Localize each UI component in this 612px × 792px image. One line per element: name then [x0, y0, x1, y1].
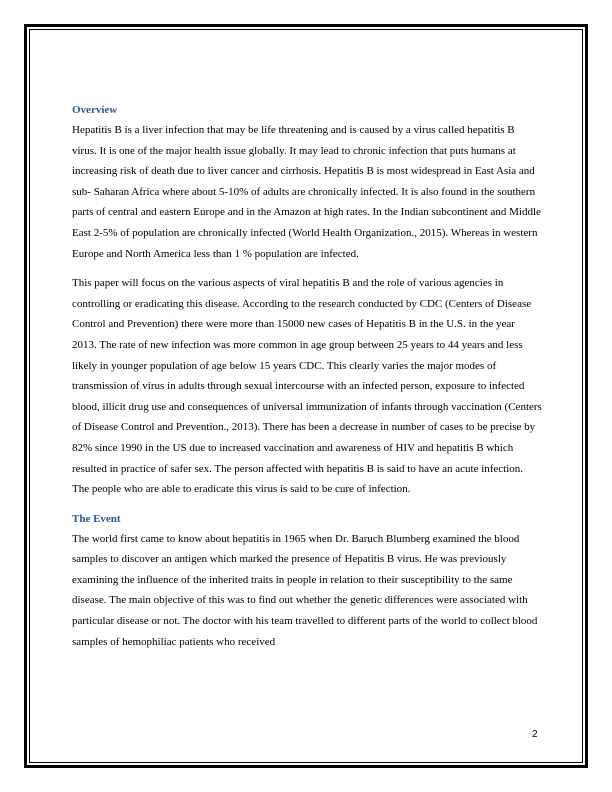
overview-paragraph-1: Hepatitis B is a liver infection that may be life threatening and is caused by a virus called hepatitis B virus. It is one of the major health issue globally. It may lead to chronic infection that puts humans at increasing risk of death due to liver cancer and cirrhosis. Hepatitis B is most widespread in East Asia and sub- Saharan Africa where about 5-10% of adults are chronically infected. It is also found in the southern parts of central and eastern Europe and in the Amazon at high rates. In the Indian subcontinent and Middle East 2-5% of population are chronically infected (World Health Organization., 2015). Whereas in western Europe and North America less than 1 % population are infected.	[72, 124, 541, 260]
overview-paragraph-2: This paper will focus on the various aspects of viral hepatitis B and the role of various agencies in controlling or eradicating this disease. According to the research conducted by CDC (Centers of Disease Control and Prevention) there were more than 15000 new cases of Hepatitis B in the U.S. in the year 2013. The rate of new infection was more common in age group between 25 years to 44 years and less likely in younger population of age below 15 years CDC. This clearly varies the major modes of transmission of virus in adults through sexual intercourse with an infected person, exposure to infected blood, illicit drug use and consequences of universal immunization of infants through vaccination (Centers of Disease Control and Prevention., 2013). There has been a decrease in number of cases to be precise by 82% since 1990 in the US due to increased vaccination and awareness of HIV and hepatitis B which resulted in practice of safer sex. The person affected with hepatitis B is said to have an acute infection. The people who are able to eradicate this virus is said to be cure of infection.	[72, 277, 542, 496]
section-heading-the-event: The Event	[72, 512, 121, 525]
section-heading-overview: Overview	[72, 104, 118, 116]
document-body	[72, 100, 542, 661]
event-paragraph-1: The world first came to know about hepatitis in 1965 when Dr. Baruch Blumberg examined the blood samples to discover an antigen which marked the presence of Hepatitis B virus. He was previously examining the influence of the inherited traits in people in relation to their susceptibility to the same disease. The main objective of this was to find out whether the genetic differences were associated with particular disease or not. The doctor with his team travelled to different parts of the world to collect blood samples of hemophiliac patients who received	[72, 532, 538, 648]
page-number: 2	[532, 729, 538, 740]
